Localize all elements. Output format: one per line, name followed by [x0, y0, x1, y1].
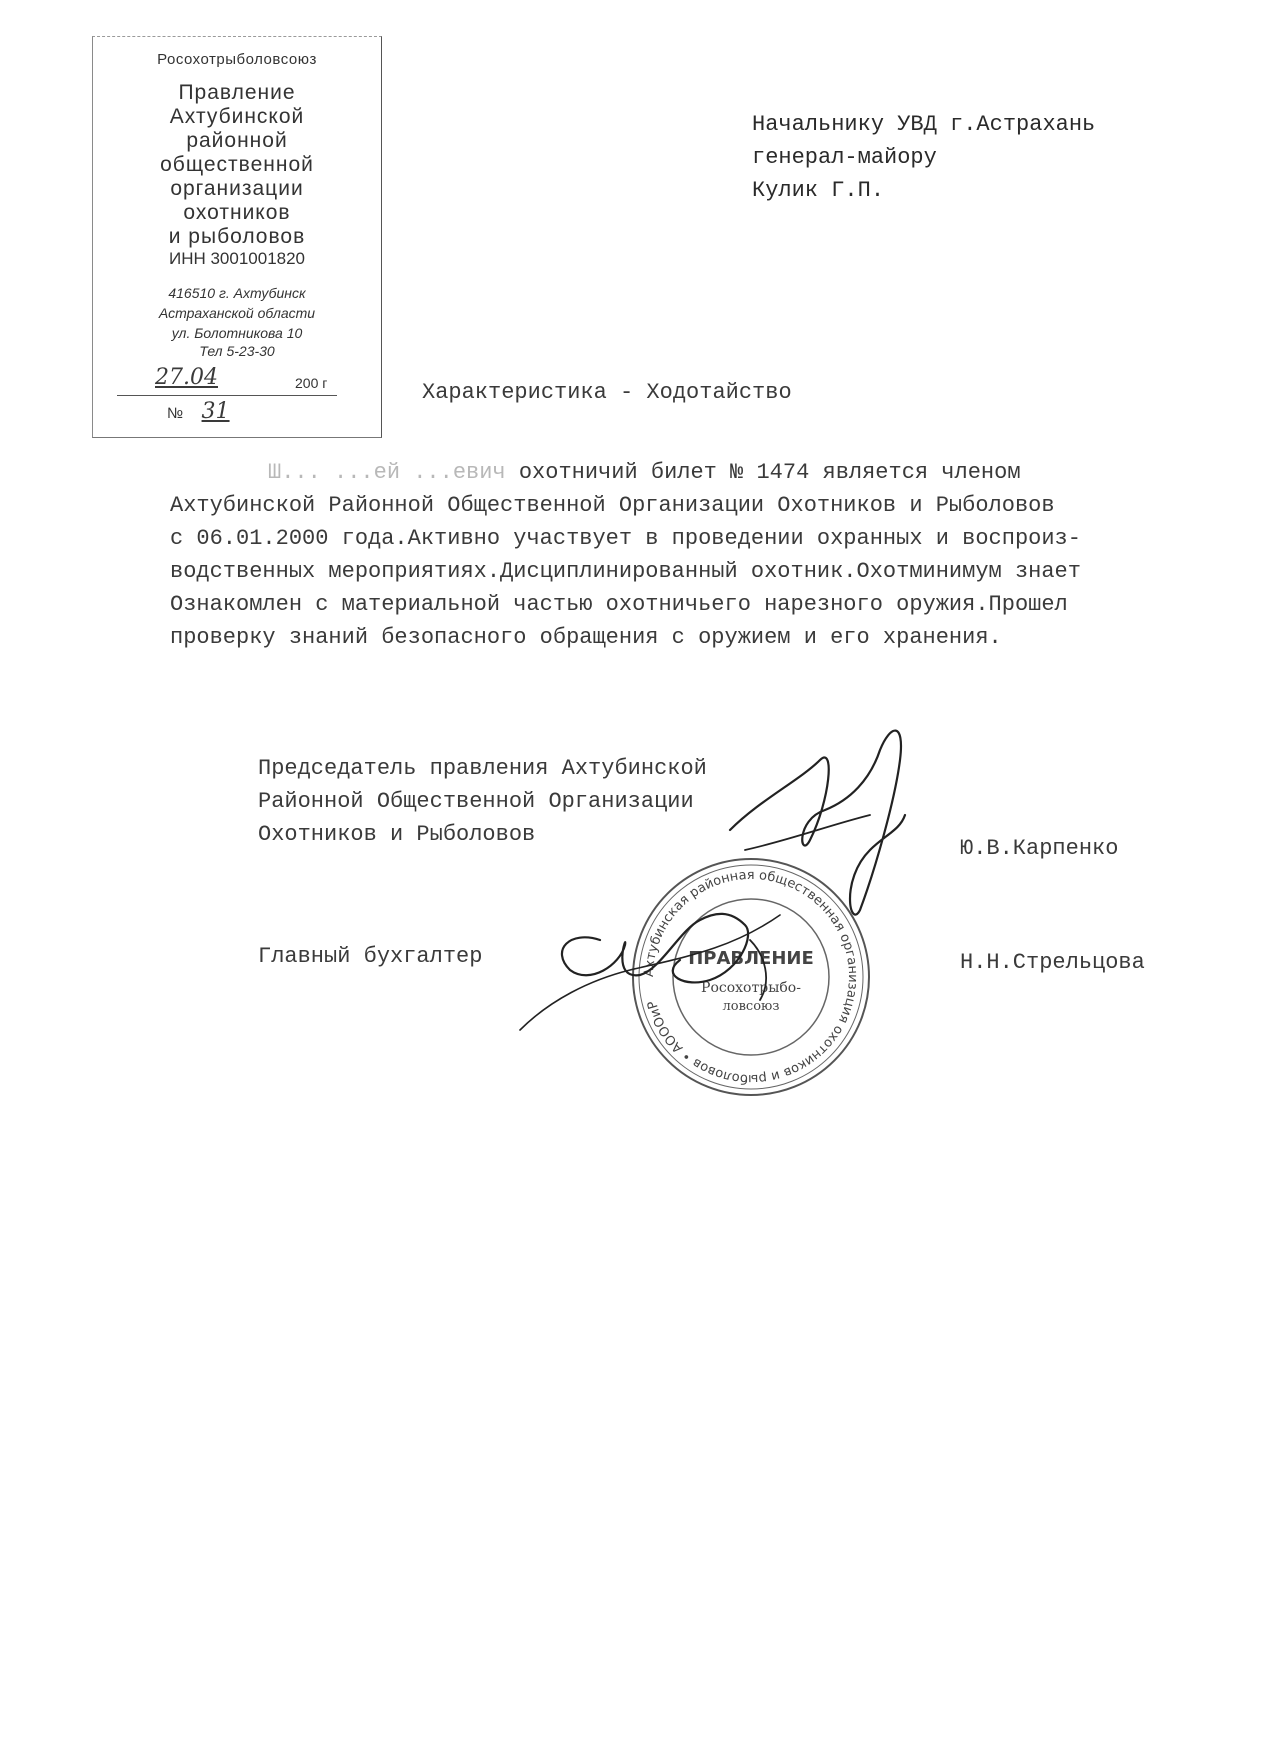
document-body	[170, 456, 1230, 654]
address-line: Астраханской области	[158, 305, 316, 321]
accountant-name: Н.Н.Стрельцова	[960, 950, 1145, 975]
org-address	[113, 283, 361, 343]
body-line: Ахтубинской Районной Общественной Организации Охотников и Рыболовов	[170, 493, 1055, 518]
federation-name: Росохотрыболовсоюз	[157, 51, 317, 68]
org-name-line: Ахтубинской	[169, 105, 305, 128]
body-line-text: охотничий билет № 1474 является членом	[505, 460, 1021, 485]
org-name-line: Правление	[178, 81, 296, 104]
body-line: водственных мероприятиях.Дисциплинированный охотник.Охотминимум знает	[170, 559, 1081, 584]
chair-title	[258, 752, 707, 851]
seal-center-text: ПРАВЛЕНИЕ	[688, 948, 814, 969]
date-year-label: 200 г	[295, 375, 328, 391]
seal-subtext: Росохотрыбо-	[701, 980, 801, 996]
body-line: с 06.01.2000 года.Активно участвует в проведении охранных и воспроиз-	[170, 526, 1081, 551]
org-name-line: охотников	[183, 201, 291, 224]
document-title: Характеристика - Ходотайство	[422, 380, 792, 405]
org-name-line: общественной	[160, 153, 314, 176]
seal-ring-text: Ахтубинская районная общественная организация охотников и рыболовов • АОООиР	[641, 867, 861, 1087]
addressee-block	[752, 108, 1095, 207]
chair-title-line: Охотников и Рыболовов	[258, 822, 536, 847]
stamp-number-line	[167, 399, 337, 425]
date-underline	[117, 395, 337, 396]
organization-letterhead-stamp	[92, 36, 382, 438]
org-phone: Тел 5-23-30	[199, 343, 275, 359]
address-line: 416510 г. Ахтубинск	[168, 285, 306, 301]
handwritten-number: 31	[201, 399, 230, 424]
handwritten-date: 27.04	[155, 365, 218, 390]
body-line: проверку знаний безопасного обращения с оружием и его хранения.	[170, 625, 1002, 650]
chair-name: Ю.В.Карпенко	[960, 836, 1119, 861]
stamp-date-line	[117, 367, 377, 397]
addressee-line: Начальнику УВД г.Астрахань	[752, 112, 1096, 137]
address-line: ул. Болотникова 10	[171, 325, 303, 341]
org-name-line: районной	[186, 129, 288, 152]
addressee-line: Кулик Г.П.	[752, 178, 885, 203]
org-name-line: и рыболовов	[168, 225, 306, 248]
chair-title-line: Председатель правления Ахтубинской	[258, 756, 707, 781]
addressee-line: генерал-майору	[752, 145, 937, 170]
chair-title-line: Районной Общественной Организации	[258, 789, 694, 814]
organization-name	[113, 81, 361, 249]
organization-seal	[626, 852, 876, 1102]
body-line	[170, 456, 1230, 489]
redacted-name: Ш... ...ей ...евич	[268, 460, 506, 485]
body-line: Ознакомлен с материальной частью охотничьего нарезного оружия.Прошел	[170, 592, 1068, 617]
org-name-line: организации	[170, 177, 304, 200]
seal-subtext: ловсоюз	[722, 999, 780, 1014]
accountant-title: Главный бухгалтер	[258, 944, 483, 969]
inn-number: ИНН 3001001820	[168, 249, 306, 268]
number-label: №	[167, 405, 184, 422]
